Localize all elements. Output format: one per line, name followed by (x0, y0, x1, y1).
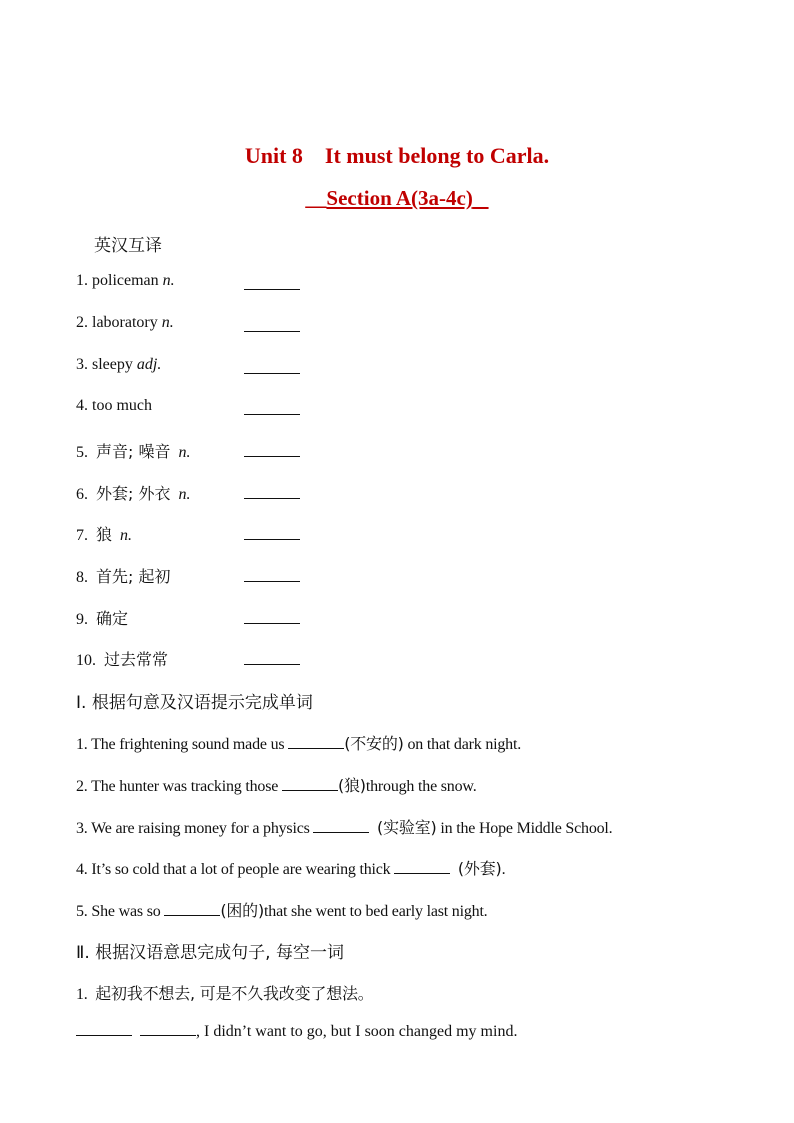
vocab-item: 10. 过去常常 (76, 647, 376, 673)
answer-blank[interactable] (288, 734, 344, 749)
page-title: Unit 8 It must belong to Carla. (244, 143, 550, 168)
vocab-item: 3. sleepy adj. (76, 356, 376, 382)
answer-blank[interactable] (244, 414, 300, 415)
vocab-heading: 英汉互译 (94, 236, 162, 256)
section2-heading: Ⅱ. 根据汉语意思完成句子, 每空一词 (76, 943, 344, 963)
sentence-item: 5. She was so (困的)that she went to bed early last night. (76, 901, 488, 920)
section-subtitle-text: Section A(3a-4c) (326, 186, 473, 210)
answer-blank[interactable] (244, 664, 300, 665)
answer-blank[interactable] (140, 1021, 196, 1036)
vocab-item: 2. laboratory n. (76, 314, 376, 340)
answer-blank[interactable] (164, 901, 220, 916)
sentence-item: 3. We are raising money for a physics (实验室) in the Hope Middle School. (76, 818, 613, 837)
vocab-item: 6. 外套; 外衣 n. (76, 481, 376, 507)
section1-heading: Ⅰ. 根据句意及汉语提示完成单词 (76, 693, 313, 713)
answer-blank[interactable] (244, 581, 300, 582)
translation-prompt: 1. 起初我不想去, 可是不久我改变了想法。 (76, 984, 374, 1003)
answer-blank[interactable] (282, 776, 338, 791)
vocab-item: 7. 狼 n. (76, 522, 376, 548)
answer-blank[interactable] (244, 289, 300, 290)
vocab-item: 4. too much (76, 397, 376, 423)
translation-answer-line: , I didn’t want to go, but I soon changed my mind. (76, 1021, 517, 1041)
section-subtitle: __Section A(3a-4c) (305, 186, 473, 210)
answer-blank[interactable] (244, 456, 300, 457)
answer-blank[interactable] (313, 818, 369, 833)
answer-blank[interactable] (244, 498, 300, 499)
answer-blank[interactable] (244, 331, 300, 332)
sentence-item: 1. The frightening sound made us (不安的) on that dark night. (76, 734, 522, 753)
answer-blank[interactable] (244, 539, 300, 540)
answer-blank[interactable] (394, 859, 450, 874)
vocab-item: 8. 首先; 起初 (76, 564, 376, 590)
sentence-item: 2. The hunter was tracking those (狼)through the snow. (76, 776, 477, 795)
sentence-item: 4. It’s so cold that a lot of people are wearing thick (外套). (76, 859, 506, 878)
answer-blank[interactable] (76, 1021, 132, 1036)
vocab-item: 1. policeman n. (76, 272, 376, 298)
answer-blank[interactable] (244, 373, 300, 374)
vocab-item: 9. 确定 (76, 606, 376, 632)
answer-blank[interactable] (244, 623, 300, 624)
vocab-item: 5. 声音; 噪音 n. (76, 439, 376, 465)
